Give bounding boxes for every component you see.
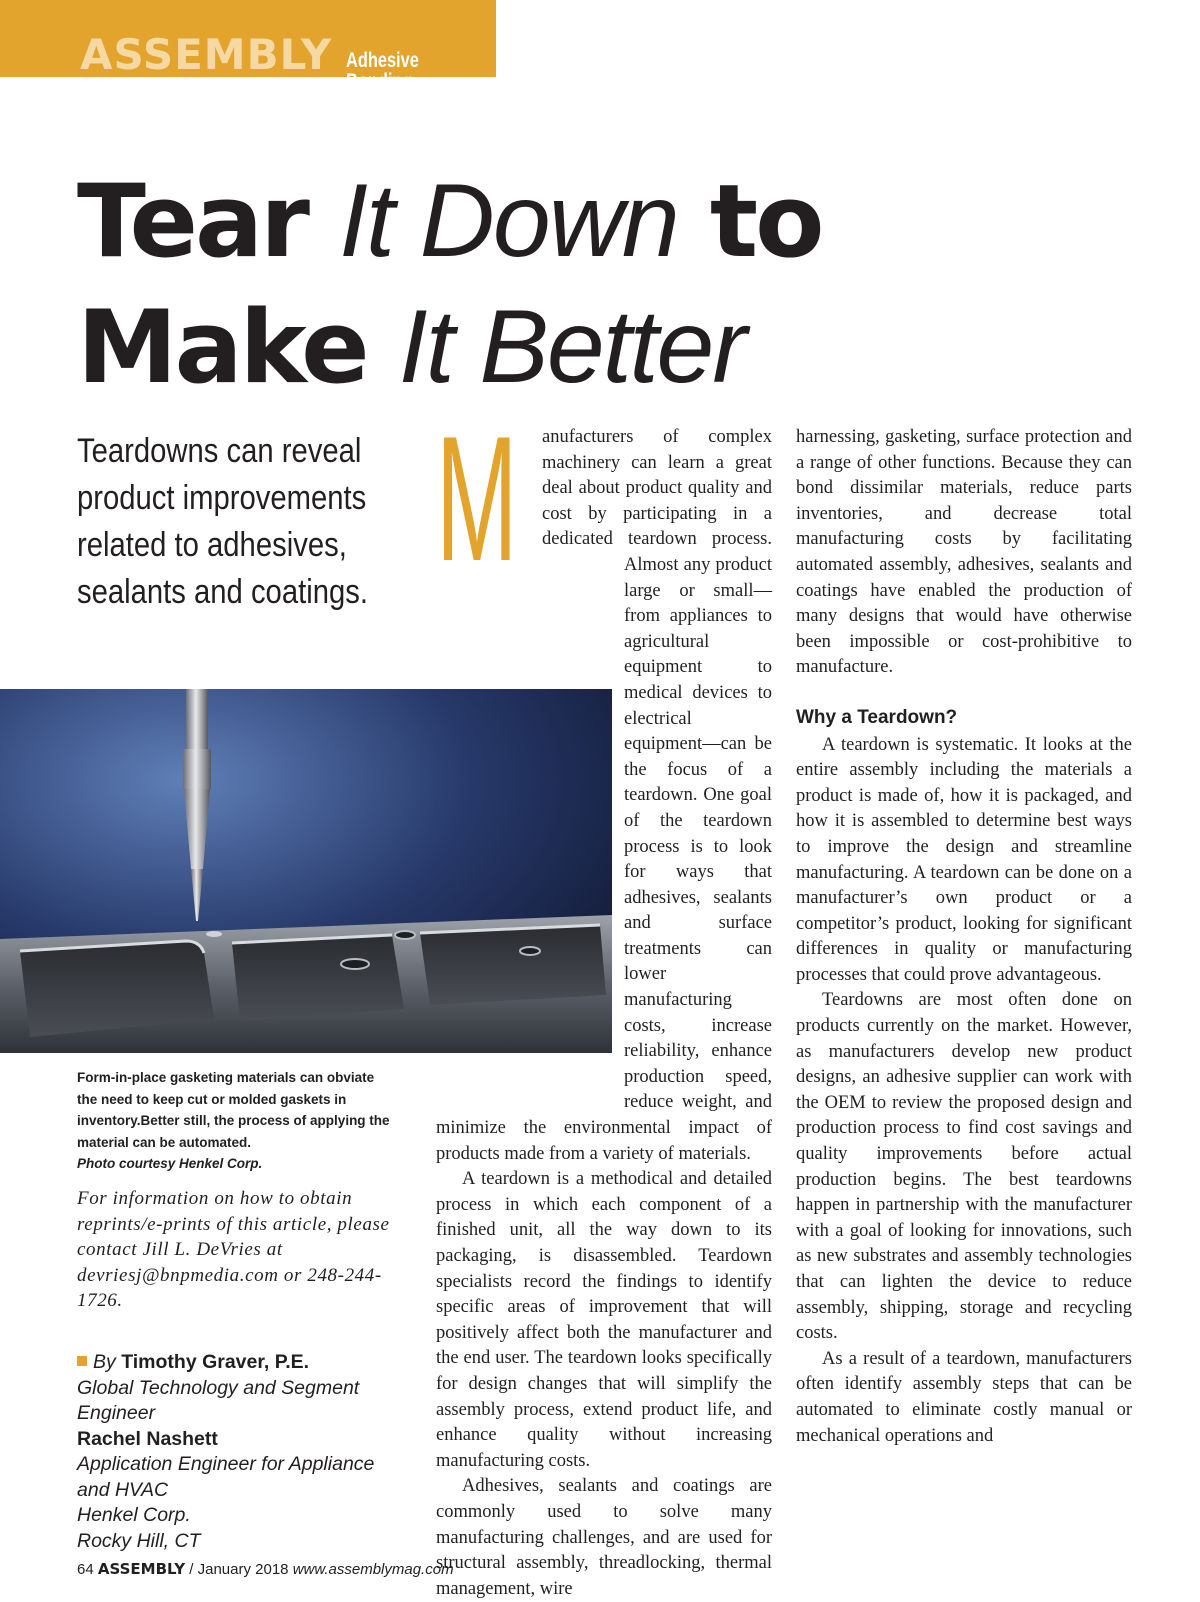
headline-line-2 bbox=[77, 284, 822, 410]
body-column-right bbox=[796, 425, 1132, 1449]
reprint-notice: For information on how to obtain reprints/e-prints of this article, please contact Jill L. DeVries at devriesj@bnpmedia.com or 248-244-1726. bbox=[77, 1188, 390, 1311]
headline-word-tear: Tear bbox=[77, 162, 340, 280]
footer-issue-date: / January 2018 bbox=[189, 1561, 289, 1578]
author-byline bbox=[77, 1350, 407, 1554]
photo-caption bbox=[77, 1067, 397, 1175]
photo-credit: Photo courtesy Henkel Corp. bbox=[77, 1156, 263, 1171]
caption-text: Form-in-place gasketing materials can obviate the need to keep cut or molded gaskets in inventory.Better still, the process of applying the material can be automated. bbox=[77, 1070, 390, 1150]
body-paragraph-3-continued: harnessing, gasketing, surface protection and a range of other functions. Because they can bond dissimilar materials, reduce parts inventories, and decrease total manufacturing costs by facilitating automated assembly, adhesives, sealants and coatings have enabled the production of many designs that would have otherwise been impossible or cost-prohibitive to manufacture. bbox=[796, 427, 1132, 678]
body-paragraph-3: Adhesives, sealants and coatings are commonly used to solve many manufacturing challenges, and are used for structural assembly, threadlocking, thermal management, wire bbox=[436, 1476, 772, 1599]
headline-line-1 bbox=[77, 158, 822, 284]
author-company: Henkel Corp. bbox=[77, 1504, 191, 1526]
photo-wrap-spacer bbox=[436, 705, 624, 1096]
headline-word-make: Make bbox=[77, 288, 399, 406]
footer-url[interactable]: www.assemblymag.com bbox=[292, 1561, 454, 1578]
section-label: ASSEMBLY bbox=[80, 30, 333, 79]
headline-word-to: to bbox=[677, 162, 822, 280]
article-deck: Teardowns can reveal product improvements related to adhesives, sealants and coatings. bbox=[77, 432, 368, 611]
body-paragraph-4: A teardown is systematic. It looks at the entire assembly including the materials a product is made of, how it is packaged, and how it is assembled to determine best ways to improve the design and streamline manufacturing. A teardown can be done on a manufacturer’s own product or a competitor’s product, looking for significant differences in quality or manufacturing processes that could prove advantageous. bbox=[796, 734, 1132, 985]
byline-by: By bbox=[93, 1351, 116, 1373]
author-role-2: Application Engineer for Appliance and HVAC bbox=[77, 1453, 375, 1501]
author-role-1: Global Technology and Segment Engineer bbox=[77, 1376, 360, 1424]
body-paragraph-6: As a result of a teardown, manufacturers often identify assembly steps that can be automated to eliminate costly manual or mechanical operations and bbox=[796, 1348, 1132, 1446]
body-paragraph-5: Teardowns are most often done on products currently on the market. However, as manufacturers develop new product designs, an adhesive supplier can work with the OEM to review the proposed design and production process to find cost savings and quality improvements before actual production begins. The best teardowns happen in partnership with the manufacturer with a goal of looking for innovations, such as new substrates and assembly technologies that can lighten the device to reduce assembly, shipping, storage and recycling costs. bbox=[796, 990, 1132, 1344]
subsection-label: Adhesive Bonding bbox=[346, 49, 419, 93]
drop-cap: M bbox=[436, 399, 518, 598]
body-paragraph-2: A teardown is a methodical and detailed process in which each component of a finished unit, all the way down to its packaging, is disassembled. Teardown specialists record the findings to identify specific areas of improvement that will positively affect both the manufacturer and the end user. The teardown looks specifically for design changes that will simplify the assembly process, extend product life, and enhance quality without increasing manufacturing costs. bbox=[436, 1169, 772, 1471]
page-number: 64 bbox=[77, 1561, 94, 1578]
footer-magazine-name: ASSEMBLY bbox=[97, 1560, 186, 1578]
bullet-square-icon bbox=[77, 1356, 87, 1366]
author-name-2: Rachel Nashett bbox=[77, 1427, 218, 1450]
author-name-1: Timothy Graver, P.E. bbox=[121, 1351, 310, 1373]
headline-italic-it-down: It Down bbox=[339, 163, 678, 279]
page-footer bbox=[77, 1560, 454, 1578]
body-column-middle bbox=[436, 399, 772, 1602]
author-location: Rocky Hill, CT bbox=[77, 1529, 201, 1552]
subhead-why-a-teardown: Why a Teardown? bbox=[796, 706, 958, 728]
body-paragraph-1: anufacturers of complex machinery can learn a great deal about product quality and cost by participating in a dedicated teardown process. Almost any product large or small—from appliances to agricultural equipment to medical devices to electrical equipment—can be the focus of a teardown. One goal of the teardown process is to look for ways that adhesives, sealants and surface treatments can lower manufacturing costs, increase reliability, enhance production speed, reduce weight, and minimize the environmental impact of products made from a variety of materials. bbox=[436, 427, 772, 1164]
article-headline bbox=[77, 158, 822, 410]
headline-italic-it-better: It Better bbox=[398, 289, 745, 405]
section-header-band bbox=[0, 0, 496, 93]
